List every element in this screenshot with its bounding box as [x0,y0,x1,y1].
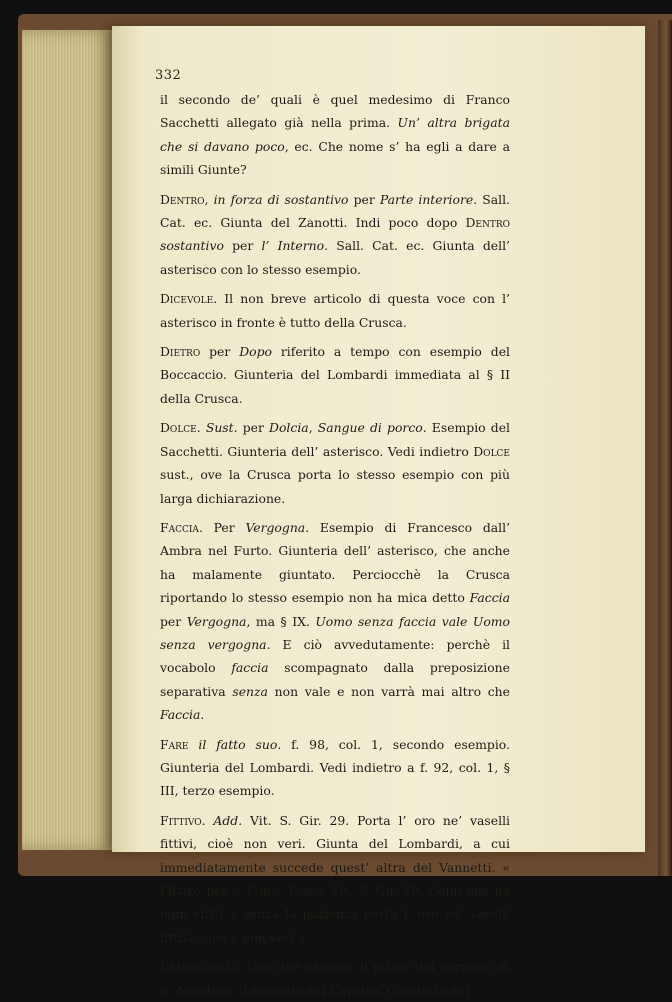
page-edges [22,30,114,850]
page-text [160,88,510,1002]
entry-dentro: Dentro, in forza di sostantivo per Parte interiore. Sall. Cat. ec. Giunta del Zanotti. Indi poco dopo Dentro sostantivo per l’ Interno. Sall. Cat. ec. Giunta dell’ asterisco con lo stesso esempio. [160,191,511,277]
entry-dolce: Dolce. Sust. per Dolcia, Sangue di porco. Esempio del Sacchetti. Giunteria dell’ asterisco. Vedi indietro Dolce sust., ove la Crusca porta lo stesso esempio con più larga dichiarazione. [160,420,510,506]
entry-fare: Fare il fatto suo. f. 98, col. 1, secondo esempio. Giunteria del Lombardi. Vedi indietro a f. 92, col. 1, § III, terzo esempio. [160,736,510,799]
entry-fraudulenza: Fraudulenza. Con due esempi: il primo dei Sermoni di S. Agostino, il secondo del Cavalca. Giunteria del [160,959,510,998]
entry-dietro: Dietro per Dopo riferito a tempo con esempio del Boccaccio. Giunteria del Lombardi immediata al § II della Crusca. [160,344,510,406]
paragraph: il secondo de’ quali è quel medesimo di Franco Sacchetti allegato già nella prima. Un’ altra brigata che si davano poco, ec. Che nome s’ ha egli a dare a simili Giunte? [160,92,510,178]
entry-fittivo: Fittivo. Add. Vit. S. Gir. 29. Porta l’ oro ne’ vaselli fittivi, cioè non veri. Giunta del Lombardi, a cui immediatamente succede quest’ altra del Vannetti. « Fittivo per » Finto, Falso. Vit. S. Gir. 29. Colui che ha ogni virtù » senza la pazienza porta l’ oro ne’ vaselli fittivi, cioè » non veri ». [160,812,511,945]
page-number: 332 [155,68,182,83]
entry-faccia: Faccia. Per Vergogna. Esempio di Francesco dall’ Ambra nel Furto. Giunteria dell’ asterisco, che anche ha malamente giuntato. Perciocchè la Crusca riportando lo stesso esempio non ha mica detto Faccia per Vergogna, ma § IX. Uomo senza faccia vale Uomo senza vergogna. E ciò avvedutamente: perchè il vocabolo faccia scompagnato dalla preposizione separativa senza non vale e non varrà mai altro che Faccia. [160,519,511,723]
opposite-page-edge [658,20,672,876]
entry-dicevole: Dicevole. Il non breve articolo di questa voce con l’ asterisco in fronte è tutto della Crusca. [160,291,510,330]
